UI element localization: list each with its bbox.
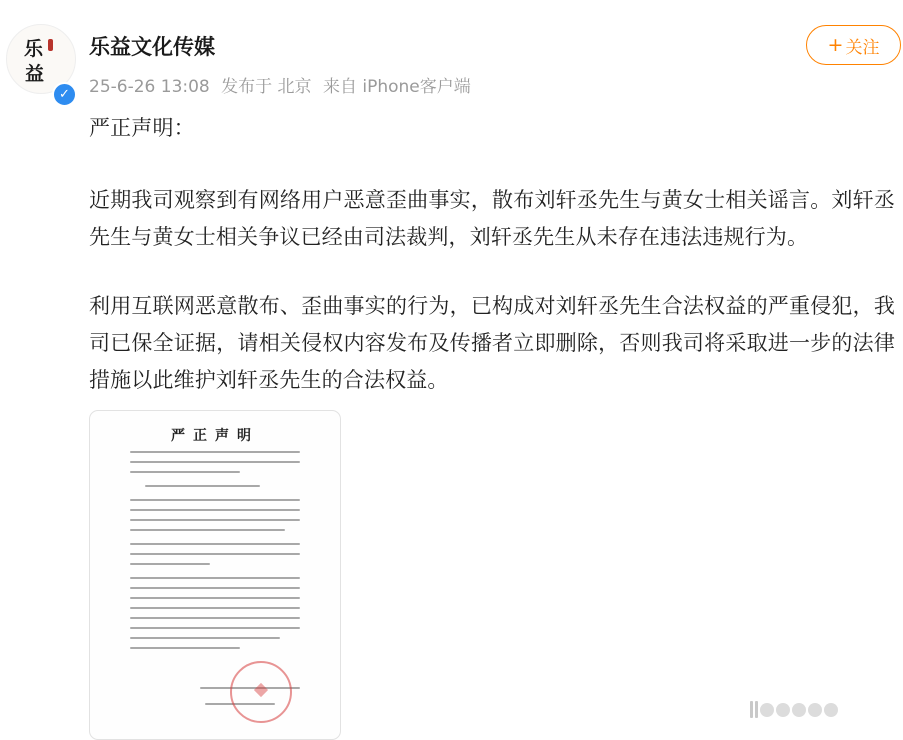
statement-text-line [130,519,300,521]
statement-text-line [130,461,300,463]
statement-text-line [130,597,300,599]
post-location: 发布于 北京 [221,77,312,97]
statement-text-line [130,627,300,629]
post-meta [89,72,477,97]
plus-icon: + [827,34,844,56]
follow-button[interactable] [806,25,901,65]
statement-image[interactable] [89,410,341,740]
statement-text-line [130,577,300,579]
statement-text-line [130,607,300,609]
statement-text-line [130,543,300,545]
statement-text-line [130,553,300,555]
avatar-char-1: 乐 [24,38,44,60]
statement-text-line [145,485,260,487]
statement-text-line [130,529,285,531]
statement-image-title: 严正声明 [171,428,259,444]
statement-text-line [130,451,300,453]
statement-text-line [130,509,300,511]
statement-text-line [130,637,280,639]
post-paragraph: 严正声明： [89,116,195,140]
account-name[interactable]: 乐益文化传媒 [89,35,215,59]
post-time[interactable]: 25-6-26 13:08 [89,77,210,97]
avatar-char-2: 益 [25,63,45,85]
follow-button-label: 关注 [845,37,880,58]
statement-text-line [130,617,300,619]
statement-text-line [130,471,240,473]
statement-text-line [130,587,300,589]
avatar-seal-mark [48,39,53,51]
statement-text-line [130,563,210,565]
verified-badge-icon: ✓ [52,82,77,107]
statement-text-line [130,499,300,501]
post-paragraph: 近期我司观察到有网络用户恶意歪曲事实，散布刘轩丞先生与黄女士相关谣言。刘轩丞先生与黄女士相关争议已经由司法裁判，刘轩丞先生从未存在违法违规行为。 [89,188,895,249]
post-paragraph: 利用互联网恶意散布、歪曲事实的行为，已构成对刘轩丞先生合法权益的严重侵犯，我司已保全证据，请相关侵权内容发布及传播者立即删除，否则我司将采取进一步的法律措施以此维护刘轩丞先生的合法权益。 [89,294,895,392]
post-source: 来自 iPhone客户端 [322,77,471,97]
statement-text-line [130,647,240,649]
company-seal-icon [230,661,292,723]
weibo-watermark-icon [750,701,838,718]
